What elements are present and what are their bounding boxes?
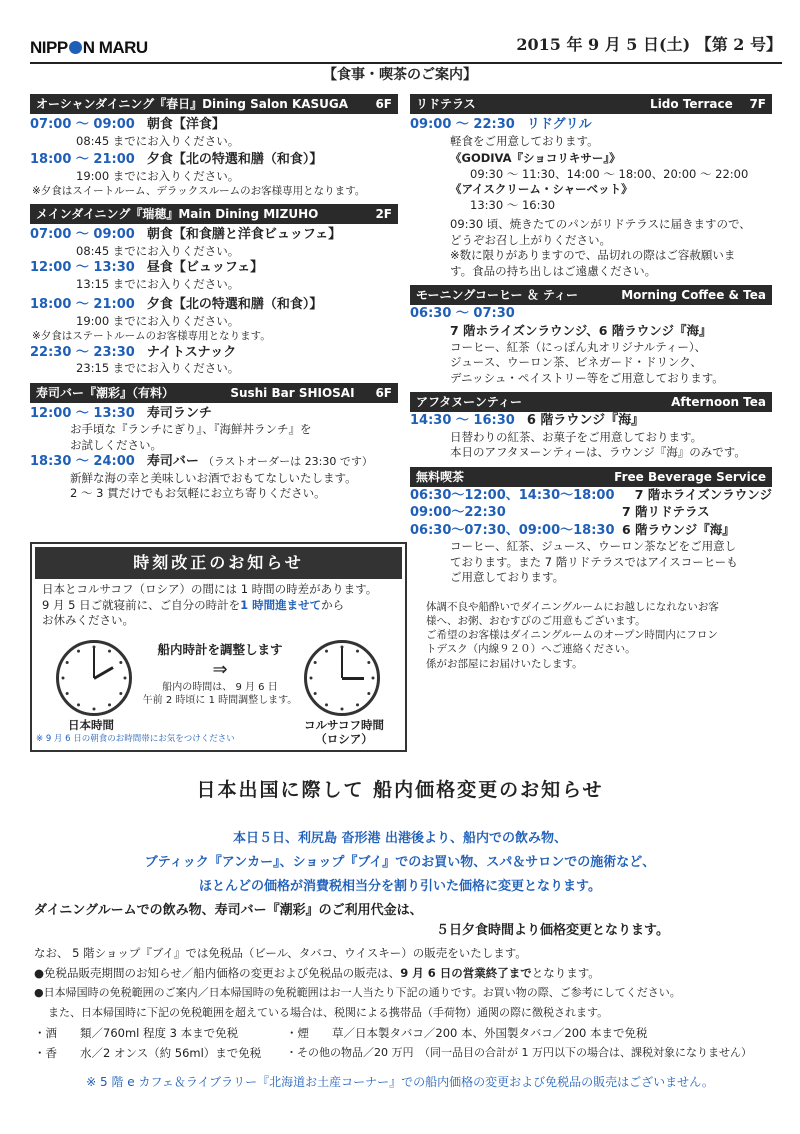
logo-dot-icon: [69, 41, 82, 54]
price-note: また、日本帰国時に下記の免税範囲を超えている場合は、税関による携帯品（手荷物）通関の際に徴税されます。: [48, 1006, 609, 1019]
clock-tick: [77, 650, 80, 653]
issue-date: 2015 年 9 月 5 日(土) 【第 2 号】: [516, 35, 782, 54]
godiva-times: 09:30 ～ 11:30、14:00 ～ 18:00、20:00 ～ 22:00: [470, 166, 749, 181]
price-black-line: ダイニングルームでの飲み物、寿司バー『潮彩』のご利用代金は、: [34, 903, 423, 918]
clock-tick: [341, 646, 344, 649]
note: 新鮮な海の幸と美味しいお酒でおもてなしいたします。: [70, 470, 357, 485]
shiosai-section: 寿司バー『潮彩』（有料） Sushi Bar SHIOSAI 6F 12:00 ～ 13:30 寿司ランチ お手頃な『ランチにぎり』、『海鮮丼ランチ』を お試しください。 18:30 ～ 24:00 寿司バー （ラストオーダーは 23:30 です） 新鮮な海の幸と美味しいお酒でおもてなしいたします。 2 ～ 3 貫だけでもお気軽にお立ち寄りください。: [30, 383, 398, 502]
meal: 夕食【北の特選和膳（和食）】: [146, 297, 323, 313]
free-text: ております。また 7 階リドテラスではアイスコーヒーも: [450, 554, 738, 569]
time: 06:30～07:30、09:00～18:30: [410, 522, 615, 538]
free-text: ご用意しております。: [450, 570, 565, 585]
price-black-line: ５日夕食時間より価格変更となります。: [436, 923, 669, 938]
lido-text: 09:30 頃、焼きたてのパンがリドテラスに届きますので、: [450, 217, 751, 232]
clock-tick: [314, 692, 317, 695]
free-text: コーヒー、紅茶、ジュース、ウーロン茶などをご用意し: [450, 539, 737, 554]
note: 13:15 までにお入りください。: [76, 276, 240, 291]
morning-text: コーヒー、紅茶（にっぽん丸オリジナルティー）、: [450, 339, 707, 354]
clock-tick: [66, 661, 69, 664]
kasuga-section: [30, 94, 398, 198]
kasuga-header: オーシャンダイニング『春日』Dining Salon KASUGA 6F: [30, 94, 398, 114]
mizuho-section: [30, 204, 398, 376]
place: 6 階ラウンジ『海』: [622, 521, 735, 537]
time-change-notice: 時刻改正のお知らせ 日本とコルサコフ（ロシア）の間には 1 時間の時差があります。 9 月 5 日ご就寝前に、ご自分の時計を1 時間進ませてから お休みください。 船内時計を調整します ⇒ 船内の時間は、 9 月 6 日 午前 2 時頃に 1 時間調整します。 日本時間 コルサコフ時間 （ロシア） ※ 9 月 6 日の朝食のお時間帯にお気をつけください: [30, 542, 407, 752]
notice-line: 日本とコルサコフ（ロシア）の間には 1 時間の時差があります。: [42, 582, 378, 596]
afternoon-section: [410, 392, 772, 461]
clock-tick: [310, 677, 313, 680]
time: 07:00 ～ 09:00: [30, 227, 135, 243]
adjust-note: 午前 2 時頃に 1 時間調整します。: [142, 695, 298, 707]
masthead: [30, 34, 782, 64]
left-column: [30, 94, 398, 508]
clock-tick: [119, 692, 122, 695]
time: 12:00 ～ 13:30: [30, 405, 135, 421]
godiva-title: 《GODIVA『ショコリキサー』》: [450, 151, 621, 166]
sick-guests-note: [410, 600, 772, 671]
duty-free-item: ・香 水／2 オンス（約 56ml）まで免税: [34, 1046, 262, 1060]
clock-tick: [77, 703, 80, 706]
note: 08:45 までにお入りください。: [76, 133, 240, 148]
price-note: なお、 5 階ショップ『ブイ』では免税品（ビール、タバコ、ウイスキー）の販売をいたします。: [34, 946, 527, 960]
meal: 昼食【ビュッフェ】: [146, 260, 264, 276]
japan-time-label: 日本時間: [68, 718, 114, 732]
meal: リドグリル: [526, 117, 592, 132]
morning-text: ジュース、ウーロン茶、ビネガード・ドリンク、: [450, 355, 702, 370]
morning-text: デニッシュ・ペイストリー等をご用意しております。: [450, 370, 724, 385]
morning-header: モーニングコーヒー ＆ ティー Morning Coffee & Tea: [410, 285, 772, 305]
clock-tick: [62, 677, 65, 680]
notice-line: お休みください。: [42, 613, 134, 628]
time: 06:30 ～ 07:30: [410, 306, 515, 322]
sick-text: 様へ、お粥、おむすびのご用意もございます。: [426, 615, 646, 628]
note: 19:00 までにお入りください。: [76, 313, 240, 328]
meal: ナイトスナック: [146, 344, 237, 360]
price-note: ●日本帰国時の免税範囲のご案内／日本帰国時の免税範囲はお一人当たり下記の通りです。お買い物の際、ご参考にしてください。: [34, 986, 681, 999]
meal: 寿司ランチ: [146, 405, 212, 421]
clock-tick: [66, 692, 69, 695]
afternoon-header: アフタヌーンティー Afternoon Tea: [410, 392, 772, 412]
time: 09:00 ～ 22:30: [410, 117, 515, 132]
morning-section: [410, 285, 772, 386]
price-notice-title: 日本出国に際して 船内価格変更のお知らせ: [196, 779, 604, 801]
time: 09:00～22:30: [410, 505, 506, 521]
clock-tick: [367, 661, 370, 664]
note: 19:00 までにお入りください。: [76, 168, 240, 183]
free-header: 無料喫茶 Free Beverage Service: [410, 467, 772, 487]
time: 14:30 ～ 16:30: [410, 413, 515, 429]
meal: 夕食【北の特選和膳（和食）】: [146, 152, 323, 168]
footnote: ※夕食はスイートルーム、デラックスルームのお客様専用となります。: [32, 185, 366, 198]
lido-text: ※数に限りがありますので、品切れの際はご容赦願いま: [450, 248, 736, 263]
clock-tick: [314, 661, 317, 664]
note: 軽食をご用意しております。: [450, 133, 599, 148]
price-blue-line: ブティック『アンカー』、ショップ『ブイ』でのお買い物、スパ＆サロンでの施術など、: [144, 855, 656, 870]
duty-free-item: ・その他の物品／20 万円 （同一品目の合計が 1 万円以下の場合は、課税対象になりません）: [286, 1046, 752, 1059]
notice-footnote: ※ 9 月 6 日の朝食のお時間帯にお気をつけください: [36, 734, 235, 744]
lido-section: [410, 94, 772, 279]
highlight: 1 時間進ませて: [240, 597, 322, 612]
free-section: [410, 467, 772, 586]
time: 06:30～12:00、14:30～18:00: [410, 487, 615, 503]
place: 7 階ホライズンラウンジ: [634, 486, 772, 502]
time: 18:30 ～ 24:00: [30, 454, 135, 470]
time: 18:00 ～ 21:00: [30, 297, 135, 313]
meal: 朝食【和食膳と洋食ビュッフェ】: [146, 227, 342, 243]
time: 12:00 ～ 13:30: [30, 260, 135, 276]
adjust-label: 船内時計を調整します: [157, 642, 283, 657]
korsakov-clock-icon: [304, 640, 380, 716]
clock-tick: [119, 661, 122, 664]
sick-text: 係がお部屋にお届けいたします。: [426, 657, 583, 670]
sick-text: トデスク（内線９２０）へご連絡ください。: [426, 643, 636, 656]
right-column: [410, 94, 772, 671]
lido-header: リドテラス Lido Terrace 7F: [410, 94, 772, 114]
korsakov-time-label: コルサコフ時間: [303, 718, 385, 732]
afternoon-text: 本日のアフタヌーンティーは、ラウンジ『海』のみです。: [450, 445, 746, 460]
note: 23:15 までにお入りください。: [76, 361, 240, 376]
clock-tick: [108, 703, 111, 706]
notice-title: 時刻改正のお知らせ: [35, 547, 402, 579]
clock-tick: [325, 703, 328, 706]
note: お手頃な『ランチにぎり』、『海鮮丼ランチ』を: [70, 422, 312, 437]
section-title: 【食事・喫茶のご案内】: [323, 67, 477, 83]
ice-title: 《アイスクリーム・シャーベット》: [450, 182, 633, 197]
time: 07:00 ～ 09:00: [30, 117, 135, 132]
place: 6 階ラウンジ『海』: [526, 413, 645, 429]
time: 18:00 ～ 21:00: [30, 152, 135, 168]
place: 7 階リドテラス: [622, 504, 710, 520]
mizuho-header: メインダイニング『瑞穂』Main Dining MIZUHO 2F: [30, 204, 398, 224]
shiosai-header: 寿司バー『潮彩』（有料） Sushi Bar SHIOSAI 6F: [30, 383, 398, 403]
clock-tick: [356, 650, 359, 653]
arrow-icon: ⇒: [212, 658, 228, 680]
price-footnote: ※ 5 階 e カフェ＆ライブラリー『北海道お土産コーナー』での船内価格の変更および免税品の販売はございません。: [86, 1075, 714, 1089]
clock-tick: [341, 708, 344, 711]
clock-tick: [124, 677, 127, 680]
duty-free-item: ・煙 草／日本製タバコ／200 本、外国製タバコ／200 本まで免税: [286, 1026, 648, 1040]
price-blue-line: ほとんどの価格が消費税相当分を割り引いた価格に変更となります。: [199, 879, 601, 894]
clock-tick: [93, 708, 96, 711]
footnote: ※夕食はステートルームのお客様専用となります。: [32, 330, 271, 343]
clock-tick: [93, 646, 96, 649]
clock-tick: [325, 650, 328, 653]
place: 7 階ホライズンラウンジ、6 階ラウンジ『海』: [450, 322, 712, 338]
sick-text: 体調不良や船酔いでダイニングルームにお越しになれないお客: [426, 600, 719, 613]
clock-tick: [367, 692, 370, 695]
note: 2 ～ 3 貫だけでもお気軽にお立ち寄りください。: [70, 486, 326, 501]
nippon-maru-logo: NIPP N MARU: [30, 38, 148, 57]
japan-clock-icon: [56, 640, 132, 716]
sick-text: ご希望のお客様はダイニングルームのオープン時間内にフロン: [426, 629, 718, 642]
clock-tick: [108, 650, 111, 653]
lido-text: どうぞお召し上がりください。: [450, 232, 611, 247]
clock-tick: [372, 677, 375, 680]
time: 22:30 ～ 23:30: [30, 344, 135, 360]
clock-tick: [356, 703, 359, 706]
ice-times: 13:30 ～ 16:30: [470, 197, 556, 212]
meal: 朝食【洋食】: [146, 117, 225, 132]
lido-text: す。食品の持ち出しはご遠慮ください。: [450, 263, 657, 278]
note: お試しください。: [70, 437, 162, 452]
afternoon-text: 日替わりの紅茶、お菓子をご用意しております。: [450, 429, 703, 444]
adjust-note: 船内の時間は、 9 月 6 日: [162, 681, 278, 693]
korsakov-time-label: （ロシア）: [315, 732, 373, 747]
note: 08:45 までにお入りください。: [76, 243, 240, 258]
price-blue-line: 本日５日、利尻島 沓形港 出港後より、船内での飲み物、: [232, 831, 568, 846]
duty-free-item: ・酒 類／760ml 程度 3 本まで免税: [34, 1026, 239, 1040]
